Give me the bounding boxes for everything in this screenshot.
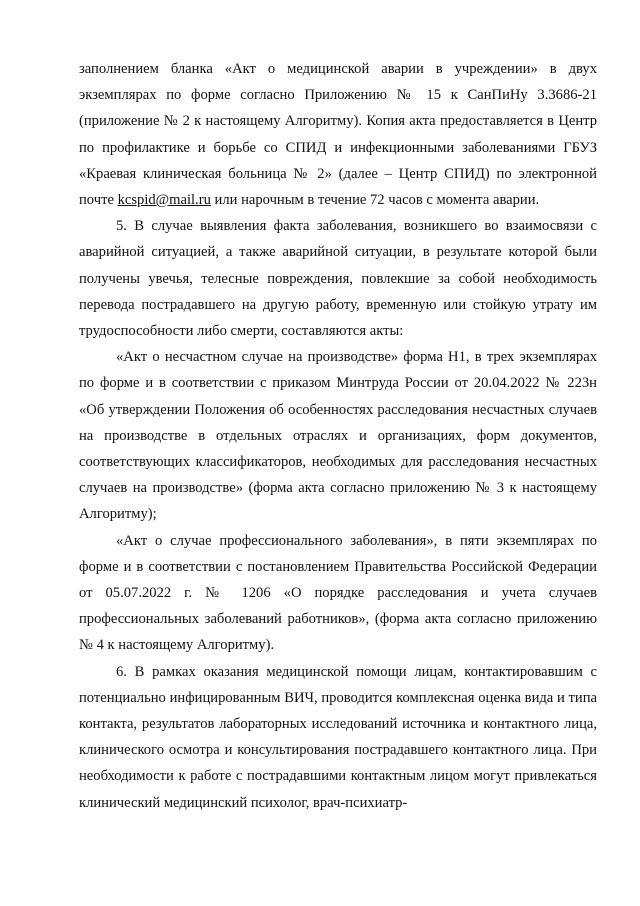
document-page [79,56,597,816]
paragraph-text: или нарочным в течение 72 часов с момента аварии. [210,192,540,209]
paragraph-act-form [79,56,597,213]
email-link[interactable]: kcspid@mail.ru [117,192,211,209]
paragraph-item-6: 6. В рамках оказания медицинской помощи лицам, контактировавшим с потенциально инфицированным ВИЧ, проводится комплексная оценка вида и типа контакта, результатов лабораторных исследований источника и контактного лица, клинического осмотра и консультирования пострадавшего контактного лица. При необходимости к работе с пострадавшими контактным лицом могут привлекаться клинический медицинский психолог, врач-психиатр- [79,663,597,811]
paragraph-text: заполнением бланка «Акт о медицинской аварии в учреждении» в двух экземплярах по форме согласно Приложению № 15 к СанПиНу 3.3686-21 (приложение № 2 к настоящему Алгоритму). Копия акта предоставляется в Центр по профилактике и борьбе со СПИД и инфекционными заболеваниями ГБУЗ «Краевая клиническая больница № 2» (далее – Центр СПИД) по электронной почте [79,61,597,209]
paragraph-accident-act: «Акт о несчастном случае на производстве» форма Н1, в трех экземплярах по форме и в соответствии с приказом Минтруда России от 20.04.2022 № 223н «Об утверждении Положения об особенностях расследования несчастных случаев на производстве в отдельных отраслях и организациях, форм документов, соответствующих классификаторов, необходимых для расследования несчастных случаев на производстве» (форма акта согласно приложению № 3 к настоящему Алгоритму); [79,349,597,523]
paragraph-occupational-act: «Акт о случае профессионального заболевания», в пяти экземплярах по форме и в соответствии с постановлением Правительства Российской Федерации от 05.07.2022 г. № 1206 «О порядке расследования и учета случаев профессиональных заболеваний работников», (форма акта согласно приложению № 4 к настоящему Алгоритму). [79,532,597,654]
paragraph-item-5: 5. В случае выявления факта заболевания, возникшего во взаимосвязи с аварийной ситуацией, а также аварийной ситуации, в результате которой были получены увечья, телесные повреждения, повлекшие за собой необходимость перевода пострадавшего на другую работу, временную или стойкую утрату им трудоспособности либо смерти, составляются акты: [79,218,597,340]
